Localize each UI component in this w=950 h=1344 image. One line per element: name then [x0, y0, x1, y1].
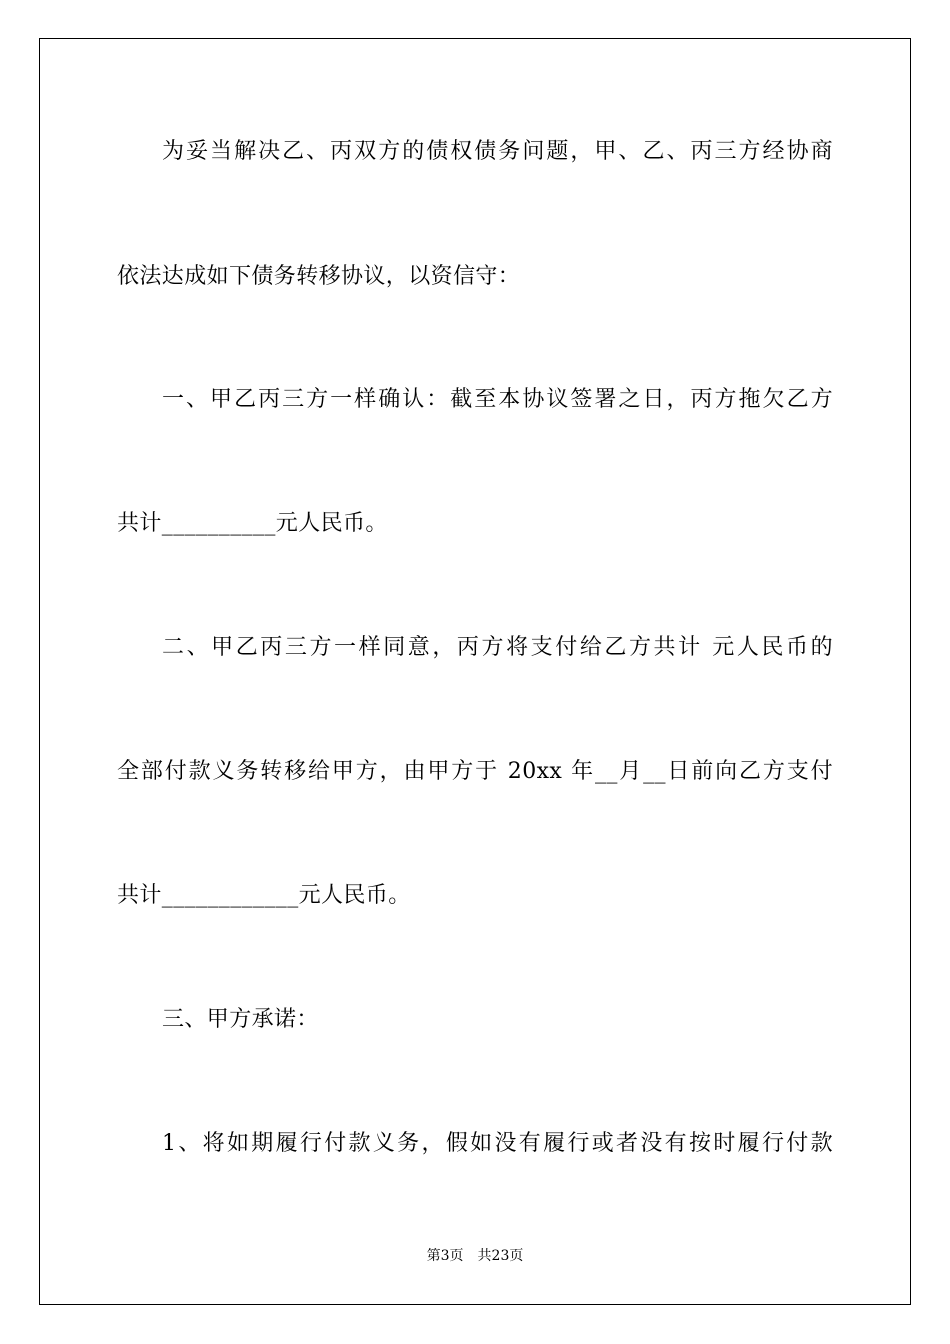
paragraph-line-8: 三、甲方承诺：	[162, 1007, 319, 1032]
page-border	[39, 38, 911, 1305]
paragraph-line-6: 全部付款义务转移给甲方，由甲方于 20xx 年__月__日前向乙方支付	[117, 759, 833, 784]
paragraph-line-4: 共计__________元人民币。	[117, 511, 388, 536]
paragraph-line-2: 依法达成如下债务转移协议，以资信守：	[117, 264, 521, 289]
page-number-footer: 第3页 共23页	[426, 1248, 524, 1264]
paragraph-line-9: 1、将如期履行付款义务，假如没有履行或者没有按时履行付款	[162, 1131, 833, 1156]
paragraph-line-1: 为妥当解决乙、丙双方的债权债务问题，甲、乙、丙三方经协商	[162, 139, 833, 164]
paragraph-line-3: 一、甲乙丙三方一样确认：截至本协议签署之日，丙方拖欠乙方	[162, 387, 833, 412]
paragraph-line-5: 二、甲乙丙三方一样同意，丙方将支付给乙方共计 元人民币的	[162, 635, 833, 660]
paragraph-line-7: 共计____________元人民币。	[117, 883, 411, 908]
